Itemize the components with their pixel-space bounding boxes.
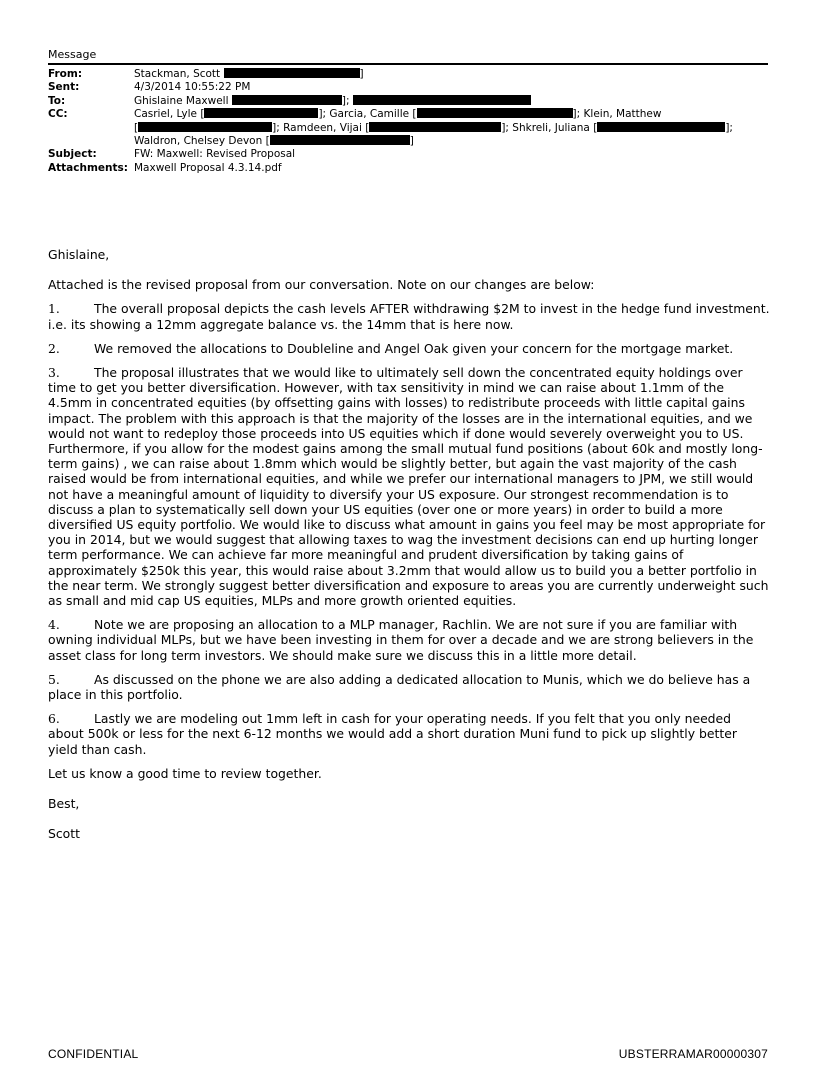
redaction-bar [204,108,318,118]
item-text: We removed the allocations to Doubleline and Angel Oak given your concern for the mortgage market. [94,340,734,356]
signoff: Best, [48,796,80,812]
list-item [48,672,770,702]
redaction-bar [138,122,272,132]
item-text: As discussed on the phone we are also adding a dedicated allocation to Munis, which we do believe has a place in this portfolio. [48,671,751,703]
cc-name: Shkreli, Juliana [512,121,590,134]
sent-label: Sent: [48,81,80,94]
redaction-bar [417,108,573,118]
from-label: From: [48,68,83,80]
cc-name: Casriel, Lyle [134,108,197,121]
cc-label: CC: [48,108,68,121]
redaction-bar [232,95,342,105]
header-divider [48,63,768,65]
cc-name: Klein, Matthew [583,108,662,121]
item-number: 6. [48,711,60,727]
item-number: 3. [48,365,60,381]
subject-value: FW: Maxwell: Revised Proposal [134,148,296,161]
to-row: To: Ghislaine Maxwell ]; [48,95,768,108]
from-name: Stackman, Scott [134,68,221,80]
attachments-label: Attachments: [48,161,128,174]
item-text: Note we are proposing an allocation to a MLP manager, Rachlin. We are not sure if you are familiar with owning individual MLPs, but we have been investing in them for over a decade and we are strong believers in the asset class for long term investors. We should make sure we discuss this in a little more detail. [48,617,754,663]
attachments-row [48,162,768,175]
subject-row [48,148,768,161]
item-number: 2. [48,340,60,356]
item-number: 4. [48,617,60,633]
item-text: Lastly we are modeling out 1mm left in cash for your operating needs. If you felt that you only needed about 500k or less for the next 6-12 months we would add a short duration Muni fund to pick up slightly better yield than cash. [48,711,737,757]
list-item [48,301,770,331]
subject-label: Subject: [48,148,97,161]
list-item [48,617,770,663]
cc-row: CC: Casriel, Lyle [ ]; Garcia, Camille [ ]; Klein, Matthew [48,108,662,121]
item-number: 1. [48,301,60,317]
bates-number: UBSTERRAMAR00000307 [618,1047,768,1061]
cc-row-cont: Waldron, Chelsey Devon [ ] [134,134,414,147]
item-text: The overall proposal depicts the cash levels AFTER withdrawing $2M to invest in the hedge fund investment. i.e. its showing a 12mm aggregate balance vs. the 14mm that is here now. [48,301,770,332]
email-body [48,247,770,842]
email-header [48,68,768,175]
greeting: Ghislaine, [48,247,110,262]
to-label: To: [48,94,66,107]
list-item [48,365,770,608]
list-item [48,711,770,757]
item-number: 5. [48,671,60,687]
message-label: Message [48,48,97,61]
sent-row [48,81,768,94]
intro-paragraph: Attached is the revised proposal from our conversation. Note on our changes are below: [48,277,595,293]
redaction-bar [270,135,410,145]
closing-line: Let us know a good time to review together. [48,765,322,781]
redaction-bar [224,68,360,78]
signature: Scott [48,826,80,842]
cc-name: Garcia, Camille [329,108,410,121]
list-item [48,341,770,356]
redaction-bar [597,122,725,132]
cc-name: Waldron, Chelsey Devon [134,134,263,147]
cc-name: Ramdeen, Vijai [283,121,362,134]
attachment-link[interactable]: Maxwell Proposal 4.3.14.pdf [134,161,282,174]
to-name: Ghislaine Maxwell [134,94,229,107]
redaction-bar [353,95,531,105]
sent-value: 4/3/2014 10:55:22 PM [134,81,251,94]
from-row: From: Stackman, Scott ] [48,68,364,80]
confidential-label: CONFIDENTIAL [48,1047,139,1061]
item-text: The proposal illustrates that we would like to ultimately sell down the concentrated equity holdings over time to get you better diversification. However, with tax sensitivity in mind we can raise about 1.1mm of the 4.5mm in concentrated equities (by offsetting gains with losses) to redistribute proceeds with little capital gains impact. The problem with this approach is that the majority of the losses are in the international equities, and we would not want to redeploy those proceeds into US equities which if done would severely overweight you to US. Furthermore, if you allow for the modest gains among the small mutual fund positions (about 60k and mostly long-term gains) , we can raise about 1.8mm which would be slightly better, but again the vast majority of the cash raised would be from international equities, and while we prefer our international managers to JPM, we still would not have a meaningful amount of liquidity to diversify your US exposure. Our strongest recommendation is to discuss a plan to systematically sell down your US equities (over one or more years) in order to build a more diversified US equity portfolio. We would like to discuss what amount in gains you feel may be most appropriate for you in 2014, but we would suggest that allowing taxes to wag the investment decisions can end up hurting longer term performance. We can achieve far more meaningful and prudent diversification by taking gains of approximately $250k this year, this would raise about 3.2mm that would allow us to build you a better portfolio in the near term. We strongly suggest better diversification and exposure to areas you are currently underweight such as small and mid cap US equities, MLPs and more growth oriented equities. [48,365,769,609]
redaction-bar [369,122,501,132]
cc-row-cont: [ ]; Ramdeen, Vijai [ ]; Shkreli, Juliana [ ]; [134,121,733,134]
